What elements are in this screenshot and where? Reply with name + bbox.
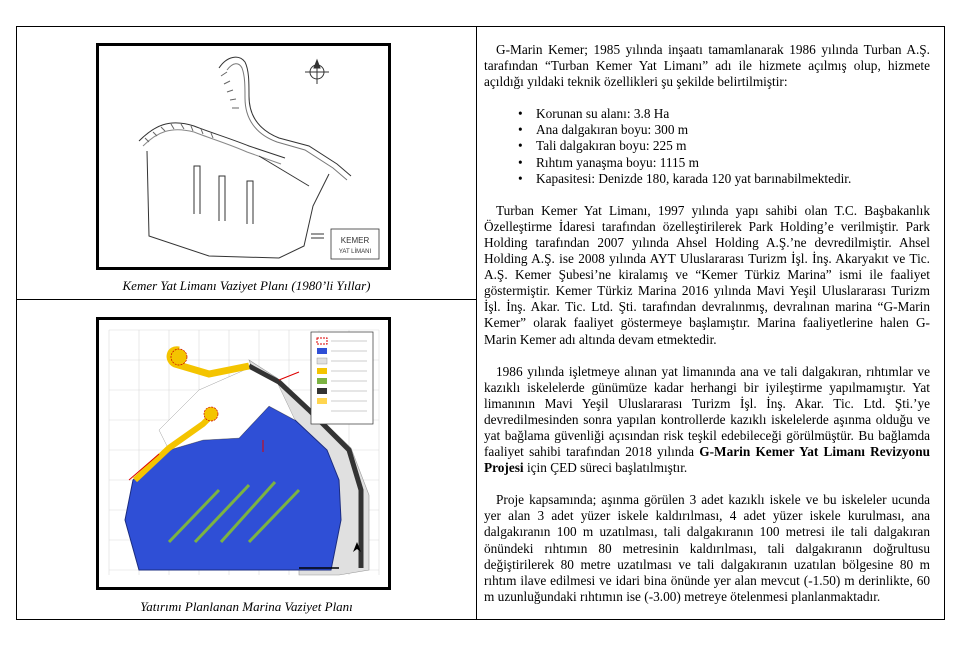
project-name-bold: G-Marin Kemer Yat Limanı Revizyonu Projesi (484, 444, 930, 476)
planned-marina-plan-drawing (99, 320, 388, 587)
table-divider-horizontal (17, 299, 476, 300)
technical-specs-list (484, 106, 930, 186)
list-item: • Rıhtım yanaşma boyu: 1115 m (536, 155, 930, 171)
list-item: • Ana dalgakıran boyu: 300 m (536, 122, 930, 138)
paragraph-ownership-history: Turban Kemer Yat Limanı, 1997 yılında yapı sahibi olan T.C. Başbakanlık Özelleştirme İdaresi tarafından özelleştirilerek Park Holding’e verilmiştir. Park Holding tarafından 2007 yılında Ahsel Holding A.Ş.’ne devredilmiştir. Ahsel Holding A.Ş. ise 2008 yılında AYT Uluslararası Turizm İşl. İnş. Akaryakıt ve Tic. A.Ş. Kemer Şubesi’ne kiralamış ve “Kemer Türkiz Marina” ismi ile faaliyet göstermiştir. Kemer Türkiz Marina 2016 yılında Mavi Yeşil Uluslararası Turizm İşl. İnş. Akar. Tic. Ltd. Şti. tarafından devralınmış, devralınan marina “G-Marin Kemer” olarak faaliyet göstermeye başlamıştır. Marina faaliyetlerine halen G-Marin Kemer adı altında devam etmektedir. (484, 202, 930, 347)
paragraph-revision-text-after: için ÇED süreci başlatılmıştır. (523, 460, 688, 476)
document-table (16, 26, 945, 620)
figure-caption-1980s: Kemer Yat Limanı Vaziyet Planı (1980’li Yıllar) (122, 278, 371, 293)
north-arrow-icon (305, 60, 329, 84)
paragraph-history-intro: G-Marin Kemer; 1985 yılında inşaatı tamamlanarak 1986 yılında Turban A.Ş. tarafından “Turban Kemer Yat Limanı” adı ile hizmete açılmış olup, hizmete açıldığı yıldaki teknik özellikleri şu şekilde belirtilmiştir: (484, 42, 930, 90)
plan-legend (311, 332, 373, 424)
figure-caption-planned-marina: Yatırımı Planlanan Marina Vaziyet Planı (140, 599, 353, 614)
table-divider-vertical (476, 27, 477, 619)
list-item: • Tali dalgakıran boyu: 225 m (536, 138, 930, 154)
planned-marina-plan-figure (96, 317, 391, 590)
site-plan-1980s-drawing (99, 46, 388, 267)
text-column (484, 42, 930, 621)
kemer-logo (331, 229, 379, 259)
site-plan-1980s-figure (96, 43, 391, 270)
paragraph-revision-text-before: 1986 yılında işletmeye alınan yat limanında ana ve tali dalgakıran, rıhtımlar ve kazıklı iskelelerde günümüze kadar herhangi bir iyileştirme yapılmamıştır. Yat limanının Mavi Yeşil Uluslararası Turizm İşl. İnş. Akar. Tic. Ltd. Şti.’ye devredilmesinden sonra yapılan kontrollerde kazıklı iskelelerde aşınma olduğu ve yat bağlama güvenliği açısından risk teşkil edebileceği görülmüştür. Bu bağlamda faaliyet sahibi tarafından 2018 yılında (484, 363, 930, 460)
paragraph-revision-project (484, 364, 930, 477)
list-item: • Kapasitesi: Denizde 180, karada 120 yat barınabilmektedir. (536, 171, 930, 187)
svg-text:YAT LİMANI: YAT LİMANI (338, 249, 372, 255)
svg-text:KEMER: KEMER (340, 236, 370, 245)
paragraph-project-scope: Proje kapsamında; aşınma görülen 3 adet kazıklı iskele ve bu iskeleler ucunda yer alan 3 adet yüzer iskele kaldırılması, 4 adet yüzer iskele kurulması, ana dalgakıranın 100 m uzatılması, tali dalgakıranın 100 metresi ile tali dalgakıran önündeki rıhtımın 80 metresinin kaldırılması, tali dalgakıranın doğrultusu değiştirilerek 80 metre uzatılması ve tali dalgakıranın uzatılan bölgesine 80 m rıhtım ilave edilmesi ve idari bina önünde yer alan mevcut (-1.50) m derinlikte, 60 m uzunluğundaki rıhtımın ise (-3.00) metreye ötelenmesi planlanmaktadır. (484, 492, 930, 604)
list-item: • Korunan su alanı: 3.8 Ha (536, 106, 930, 122)
